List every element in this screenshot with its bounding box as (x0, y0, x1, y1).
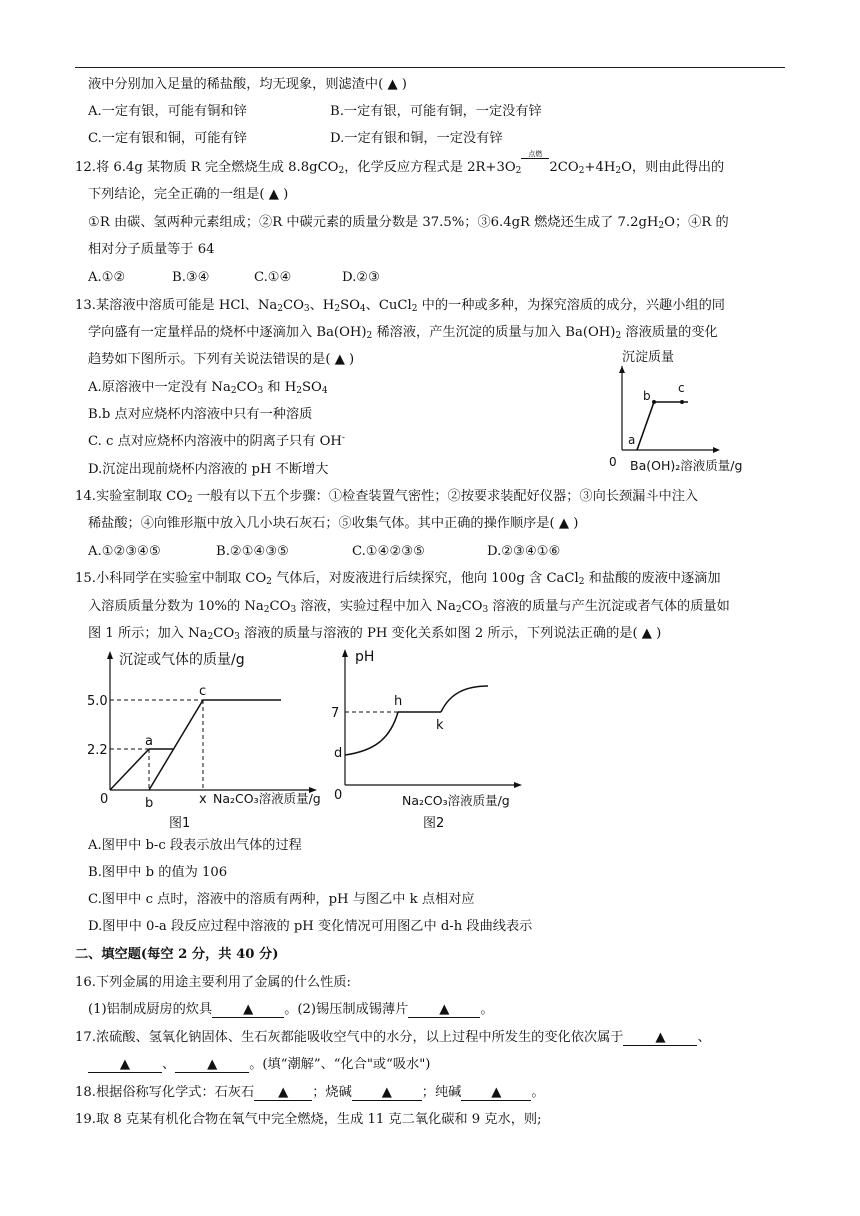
q17-blank-2[interactable]: ▲ (88, 1057, 162, 1073)
q16-blanks: (1)铝制成厨房的炊具 ▲ 。(2)锡压制成锡薄片 ▲ 。 (88, 1002, 494, 1017)
q13-stem-line1: 13.某溶液中溶质可能是 HCl、$Na_2CO_3$、$H_2SO_4$、CuCl$_2$ 中的一种或多种，为探究溶质的成分，兴趣小组的同 (75, 298, 725, 314)
q13-graph-xlabel: Ba(OH)₂溶液质量/g (630, 458, 743, 473)
q16-stem: 16.下列金属的用途主要利用了金属的什么性质: (75, 975, 351, 990)
q13-origin: 0 (609, 455, 617, 469)
q13-point-b-dot (652, 400, 656, 404)
q14-option-a: A.①②③④⑤ (88, 544, 161, 559)
q18-blank-3[interactable]: ▲ (461, 1085, 531, 1101)
q16-blank-1[interactable]: ▲ (212, 1002, 284, 1018)
q13-option-c: C. c 点对应烧杯内溶液中的阴离子只有 OH- (88, 433, 345, 449)
fig2-point-h: h (394, 694, 403, 709)
q14-stem-line2: 稀盐酸；④向锥形瓶中放入几小块石灰石；⑤收集气体。其中正确的操作顺序是( ▲ ) (88, 516, 579, 531)
q12-statements-line2: 相对分子质量等于 64 (88, 242, 215, 257)
q18-blank-2[interactable]: ▲ (352, 1085, 422, 1101)
q13-precipitate-graph (600, 340, 770, 480)
fig1-origin: 0 (100, 792, 109, 807)
q17-blank-1[interactable]: ▲ (623, 1030, 697, 1046)
fig2-curve-k-end (441, 686, 488, 712)
q13-point-c-dot (680, 400, 684, 404)
q13-stem-line3: 趋势如下图所示。下列有关说法错误的是( ▲ ) (88, 352, 355, 367)
q12-stem-line1: 12.将 6.4g 某物质 R 完全燃烧生成 8.8gCO$_2$，化学反应方程式是 $2R+3O_2$ 点燃 $2CO_2+4H_2O$，则由此得出的 (75, 150, 725, 176)
q12-option-a: A.①② (88, 270, 126, 285)
q13-stem-line2: 学向盛有一定量样品的烧杯中逐滴加入 $Ba(OH)_2$ 稀溶液，产生沉淀的质量与加入 $Ba(OH)_2$ 溶液质量的变化 (88, 325, 718, 341)
q14-option-d: D.②③④①⑥ (487, 544, 561, 559)
fig1-y-arrow (107, 651, 113, 659)
q13-option-a: A.原溶液中一定没有 $Na_2CO_3$ 和 $H_2SO_4$ (88, 380, 328, 396)
fig1-ytick-5: 5.0 (87, 694, 108, 709)
q13-y-arrow (619, 366, 625, 373)
fig2-y-arrow (342, 649, 348, 657)
q14-stem-line1: 14.实验室制取 $CO_2$ 一般有以下五个步骤：①检查装置气密性；②按要求装配好仪器；③向长颈漏斗中注入 (75, 489, 699, 505)
fig1-point-c: c (199, 684, 207, 699)
fig1-precip-curve (149, 700, 203, 790)
fig2-x-arrow (514, 782, 522, 788)
q13-point-b: b (643, 389, 651, 403)
q15-option-b: B.图甲中 b 的值为 106 (88, 865, 228, 880)
q13-curve-a-b (637, 402, 654, 450)
q13-x-arrow (713, 447, 720, 453)
q17-stem-line2: ▲ 、 ▲ 。(填“潮解”、“化合"或“吸水") (88, 1056, 430, 1074)
fig1-point-a: a (145, 734, 153, 749)
q15-option-c: C.图甲中 c 点时，溶液中的溶质有两种，pH 与图乙中 k 点相对应 (88, 892, 475, 907)
q13-graph-ylabel: 沉淀质量 (622, 350, 675, 365)
q14-option-b: B.②①④③⑤ (216, 544, 289, 559)
q13-point-c: c (678, 381, 685, 395)
q12-option-d: D.②③ (342, 270, 380, 285)
section-heading-fill-in: 二、填空题(每空 2 分，共 40 分) (75, 947, 279, 962)
fig1-ytick-22: 2.2 (87, 743, 108, 758)
q11-option-a: A.一定有银，可能有铜和锌 (88, 104, 247, 119)
q14-option-c: C.①④②③⑤ (352, 544, 425, 559)
q15-figure-1 (85, 645, 350, 830)
fig2-ylabel: pH (355, 649, 375, 665)
q13-option-d: D.沉淀出现前烧杯内溶液的 pH 不断增大 (88, 462, 329, 477)
fig1-gas-curve (110, 749, 149, 790)
fig2-point-k: k (436, 718, 444, 733)
q12-statements-line1: ①R 由碳、氢两种元素组成；②R 中碳元素的质量分数是 37.5%；③6.4gR 燃烧还生成了 $7.2gH_2O$；④R 的 (88, 215, 729, 231)
q12-option-b: B.③④ (172, 270, 210, 285)
q15-option-d: D.图甲中 0-a 段反应过程中溶液的 pH 变化情况可用图乙中 d-h 段曲线表示 (88, 919, 533, 934)
q15-figure-2 (328, 645, 528, 830)
fig1-xtick-b: b (145, 796, 154, 811)
q13-option-b: B.b 点对应烧杯内溶液中只有一种溶质 (88, 407, 313, 422)
fig1-caption: 图1 (169, 816, 191, 830)
q16-blank-2[interactable]: ▲ (408, 1002, 480, 1018)
fig1-ylabel: 沉淀或气体的质量/g (119, 652, 245, 668)
fig1-xtick-x: x (199, 792, 207, 807)
q11-option-b: B.一定有银，可能有铜，一定没有锌 (330, 104, 542, 119)
q18-blank-1[interactable]: ▲ (254, 1085, 312, 1101)
q19-stem: 19.取 8 克某有机化合物在氧气中完全燃烧，生成 11 克二氧化碳和 9 克水，则; (75, 1112, 542, 1127)
q15-stem-line2: 入溶质质量分数为 10%的 $Na_2CO_3$ 溶液，实验过程中加入 $Na_2CO_3$ 溶液的质量与产生沉淀或者气体的质量如 (88, 599, 730, 615)
fig2-curve-d-h (345, 712, 398, 755)
q15-option-a: A.图甲中 b-c 段表示放出气体的过程 (88, 838, 302, 853)
header-rule (75, 67, 785, 68)
fig2-ytick-7: 7 (331, 706, 340, 721)
q17-stem-line1: 17.浓硫酸、氢氧化钠固体、生石灰都能吸收空气中的水分，以上过程中所发生的变化依次属于 ▲ 、 (75, 1030, 711, 1045)
fig2-caption: 图2 (423, 816, 445, 830)
q12-stem-line2: 下列结论，完全正确的一组是( ▲ ) (88, 187, 289, 202)
fig2-point-d: d (334, 746, 343, 761)
q15-stem-line3: 图 1 所示；加入 $Na_2CO_3$ 溶液的质量与溶液的 PH 变化关系如图 2 所示，下列说法正确的是( ▲ ) (88, 626, 662, 642)
q11-option-d: D.一定有银和铜，一定没有锌 (330, 131, 503, 146)
fig1-xlabel: Na₂CO₃溶液质量/g (213, 791, 321, 806)
q15-stem-line1: 15.小科同学在实验室中制取 $CO_2$ 气体后，对废液进行后续探究，他向 100g 含 CaCl$_2$ 和盐酸的废液中逐滴加 (75, 571, 721, 587)
q18-stem: 18.根据俗称写化学式：石灰石 ▲ ；烧碱 ▲ ；纯碱 ▲ 。 (75, 1085, 545, 1100)
q17-blank-3[interactable]: ▲ (175, 1057, 249, 1073)
q11-stem: 液中分别加入足量的稀盐酸，均无现象，则滤渣中( ▲ ) (88, 77, 407, 92)
fig2-origin: 0 (334, 788, 343, 803)
q12-option-c: C.①④ (254, 270, 292, 285)
fig2-xlabel: Na₂CO₃溶液质量/g (402, 793, 510, 808)
q13-point-a: a (628, 433, 636, 447)
q11-option-c: C.一定有银和铜，可能有锌 (88, 131, 247, 146)
